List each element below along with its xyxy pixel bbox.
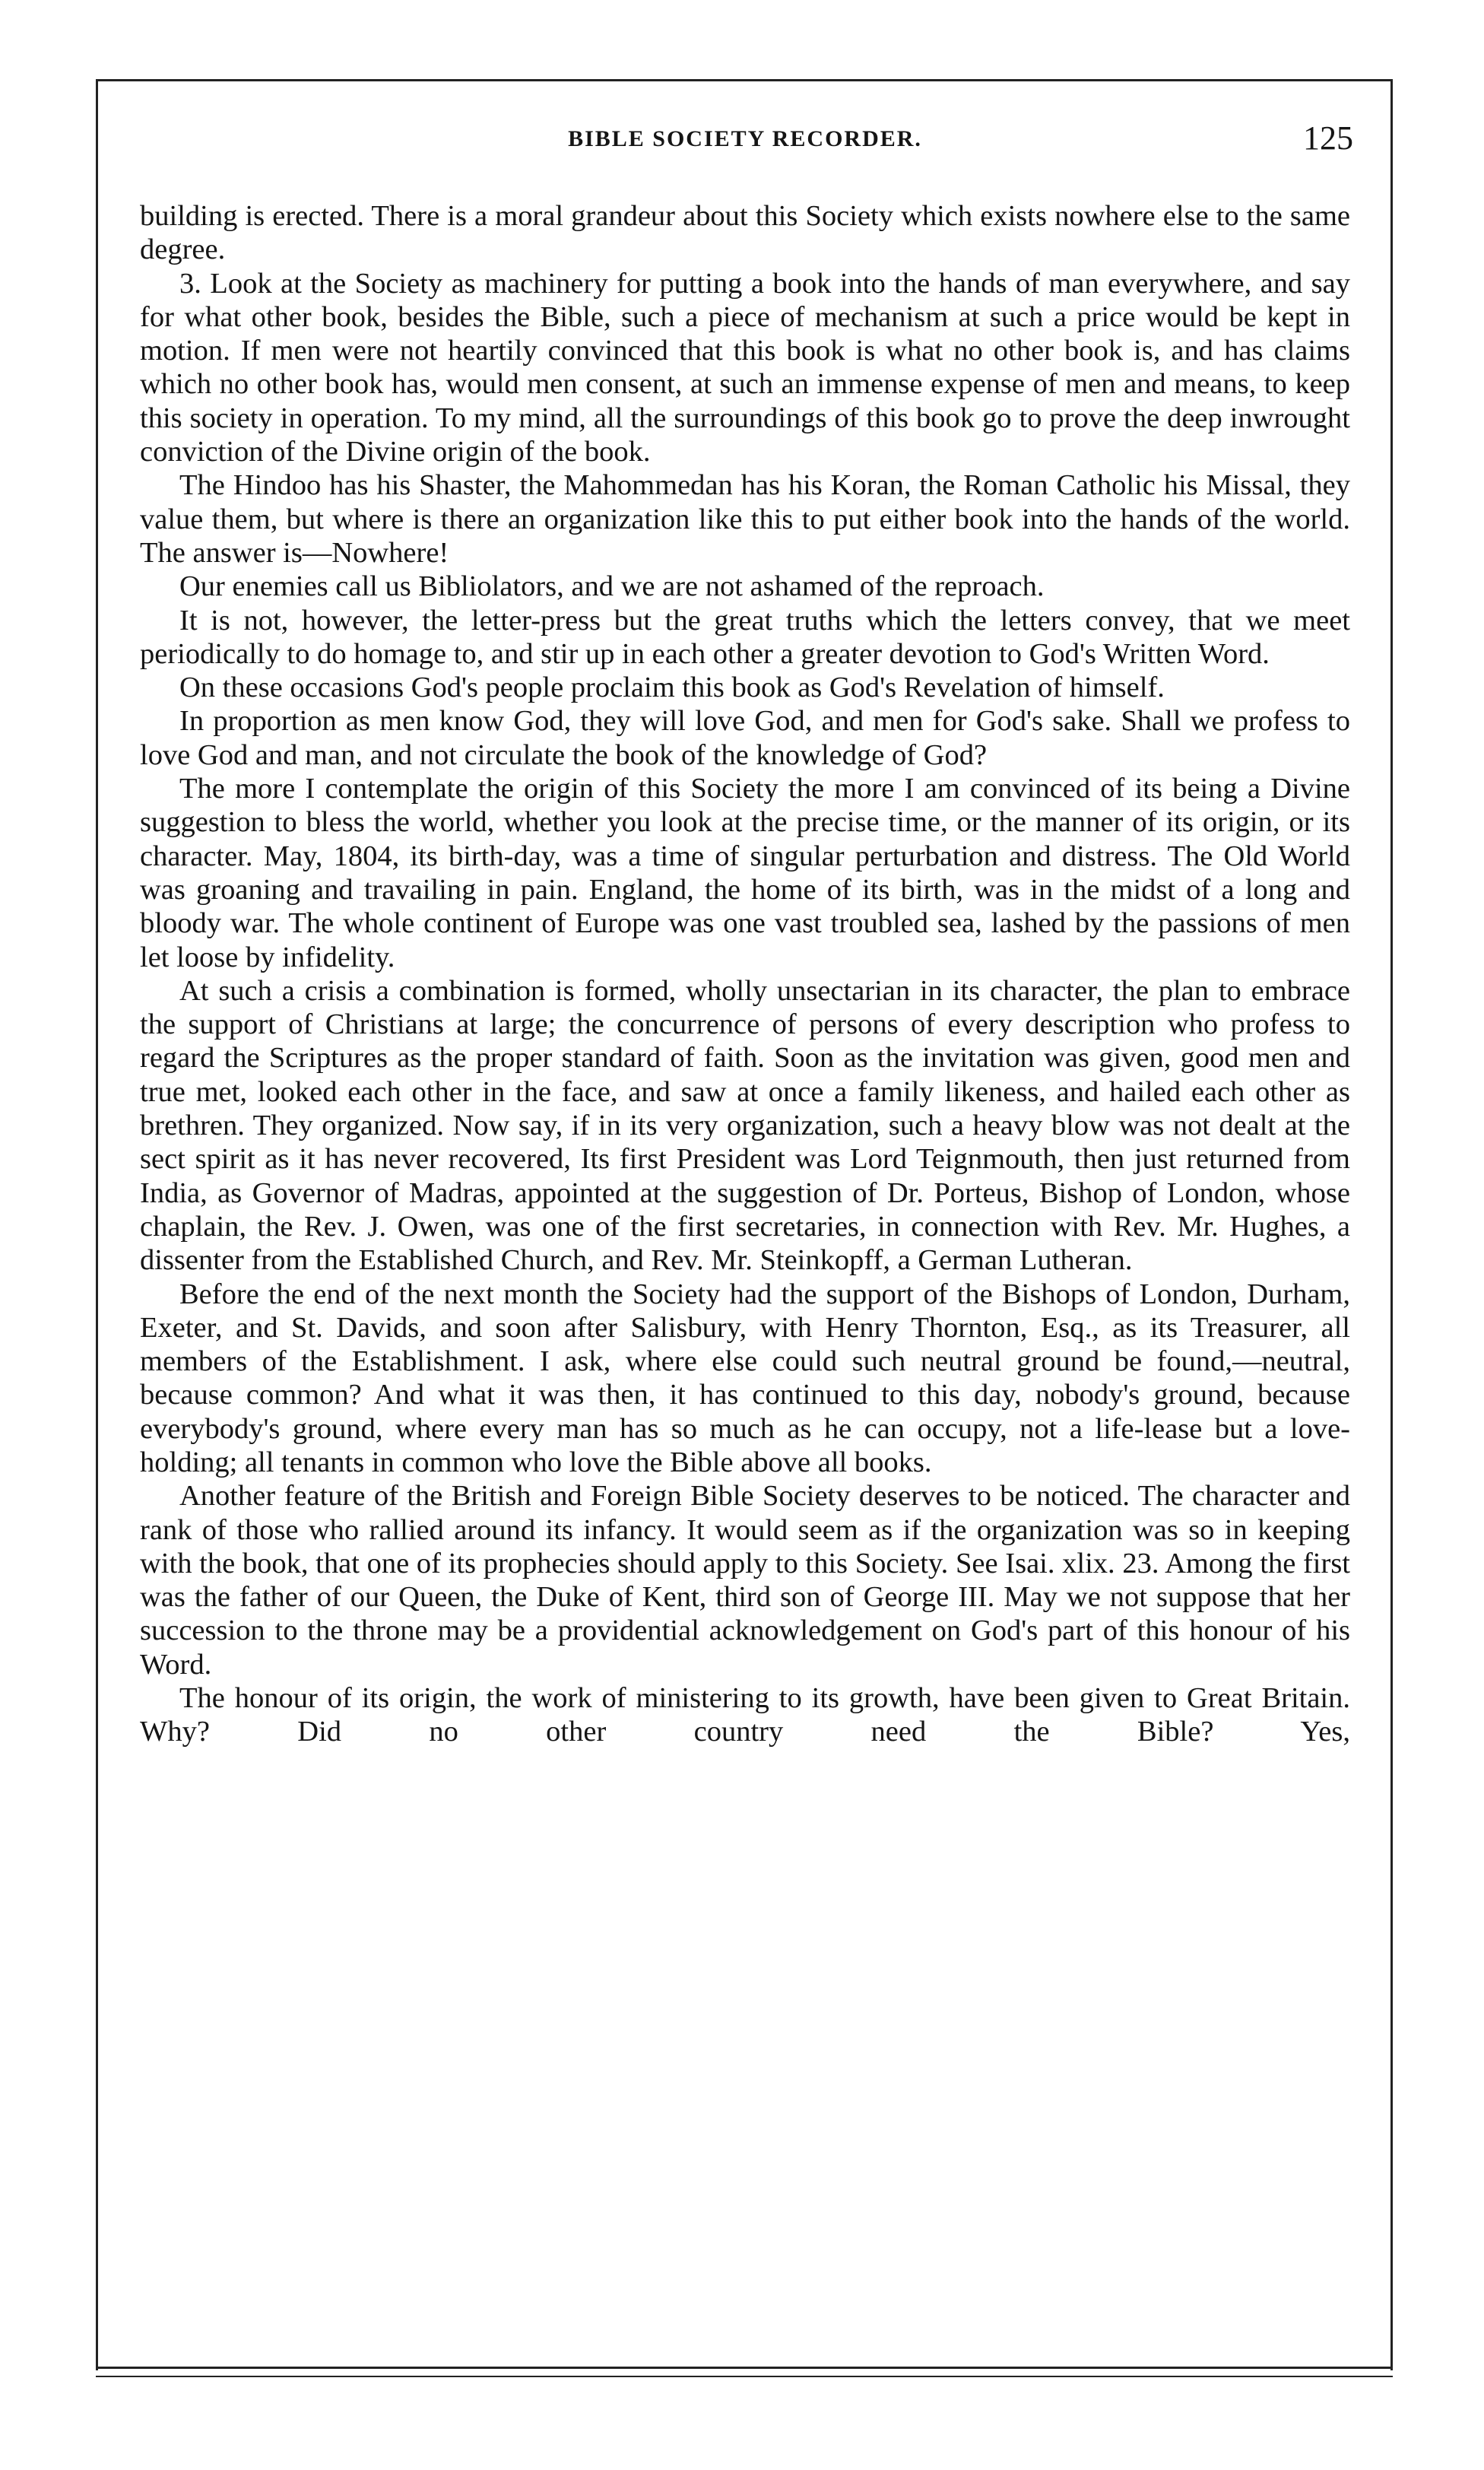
- paragraph-7: In proportion as men know God, they will love God, and men for God's sake. Shall we profess to love God and man, and not circulate the book of the knowledge of God?: [140, 705, 1350, 771]
- paragraph-5: It is not, however, the letter-press but the great truths which the letters convey, that we meet periodically to do homage to, and stir up in each other a greater devotion to God's Written Word.: [140, 604, 1350, 670]
- paragraph-10: Before the end of the next month the Society had the support of the Bishops of London, Durham, Exeter, and St. Davids, and soon after Salisbury, with Henry Thornton, Esq., as its Treasurer, all members of the Establishment. I ask, where else could such neutral ground be found,—neutral, because common? And what it was then, it has continued to this day, nobody's ground, because everybody's ground, where every man has so much as he can occupy, not a life-lease but a love-holding; all tenants in common who love the Bible above all books.: [140, 1278, 1350, 1478]
- paragraph-6: On these occasions God's people proclaim this book as God's Revelation of himself.: [179, 671, 1165, 704]
- paragraph-1: building is erected. There is a moral grandeur about this Society which exists nowhere else to the same degree.: [140, 200, 1350, 266]
- bottom-rule-thin: [96, 2376, 1393, 2377]
- paragraph-4: Our enemies call us Bibliolators, and we are not ashamed of the reproach.: [179, 570, 1045, 603]
- bottom-rule: [96, 2367, 1393, 2369]
- paragraph-11: Another feature of the British and Foreign Bible Society deserves to be noticed. The character and rank of those who rallied around its infancy. It would seem as if the organization was so in keeping with the book, that one of its prophecies should apply to this Society. See Isai. xlix. 23. Among the first was the father of our Queen, the Duke of Kent, third son of George III. May we not suppose that her succession to the throne may be a providential acknowledgement on God's part of this honour of his Word.: [140, 1480, 1350, 1681]
- paragraph-3: The Hindoo has his Shaster, the Mahommedan has his Koran, the Roman Catholic his Missal, they value them, but where is there an organization like this to put either book into the hands of the world. The answer is—Nowhere!: [140, 469, 1350, 569]
- paragraph-8: The more I contemplate the origin of this Society the more I am convinced of its being a Divine suggestion to bless the world, whether you look at the precise time, or the manner of its origin, or its character. May, 1804, its birth-day, was a time of singular perturbation and distress. The Old World was groaning and travailing in pain. England, the home of its birth, was in the midst of a long and bloody war. The whole continent of Europe was one vast troubled sea, lashed by the passions of men let loose by infidelity.: [140, 773, 1350, 973]
- paragraph-12: The honour of its origin, the work of ministering to its growth, have been given to Great Britain. Why? Did no other country need the Bible? Yes,: [140, 1682, 1350, 1748]
- article-body: [140, 199, 1350, 1749]
- page-number: 125: [1303, 119, 1353, 157]
- running-title: BIBLE SOCIETY RECORDER.: [568, 126, 922, 151]
- paragraph-9: At such a crisis a combination is formed, wholly unsectarian in its character, the plan to embrace the support of Christians at large; the concurrence of persons of every description who profess to regard the Scriptures as the proper standard of faith. Soon as the invitation was given, good men and true met, looked each other in the face, and saw at once a family likeness, and hailed each other as brethren. They organized. Now say, if in its very organization, such a heavy blow was not dealt at the sect spirit as it has never recovered, Its first President was Lord Teignmouth, then just returned from India, as Governor of Madras, appointed at the suggestion of Dr. Porteus, Bishop of London, whose chaplain, the Rev. J. Owen, was one of the first secretaries, in connection with Rev. Mr. Hughes, a dissenter from the Established Church, and Rev. Mr. Steinkopff, a German Lutheran.: [140, 974, 1350, 1277]
- paragraph-2: 3. Look at the Society as machinery for putting a book into the hands of man everywhere, and say for what other book, besides the Bible, such a piece of mechanism at such a price would be kept in motion. If men were not heartily convinced that this book is what no other book is, and has claims which no other book has, would men consent, at such an immense expense of men and means, to keep this society in operation. To my mind, all the surroundings of this book go to prove the deep inwrought conviction of the Divine origin of the book.: [140, 267, 1350, 468]
- page-header: [137, 119, 1353, 164]
